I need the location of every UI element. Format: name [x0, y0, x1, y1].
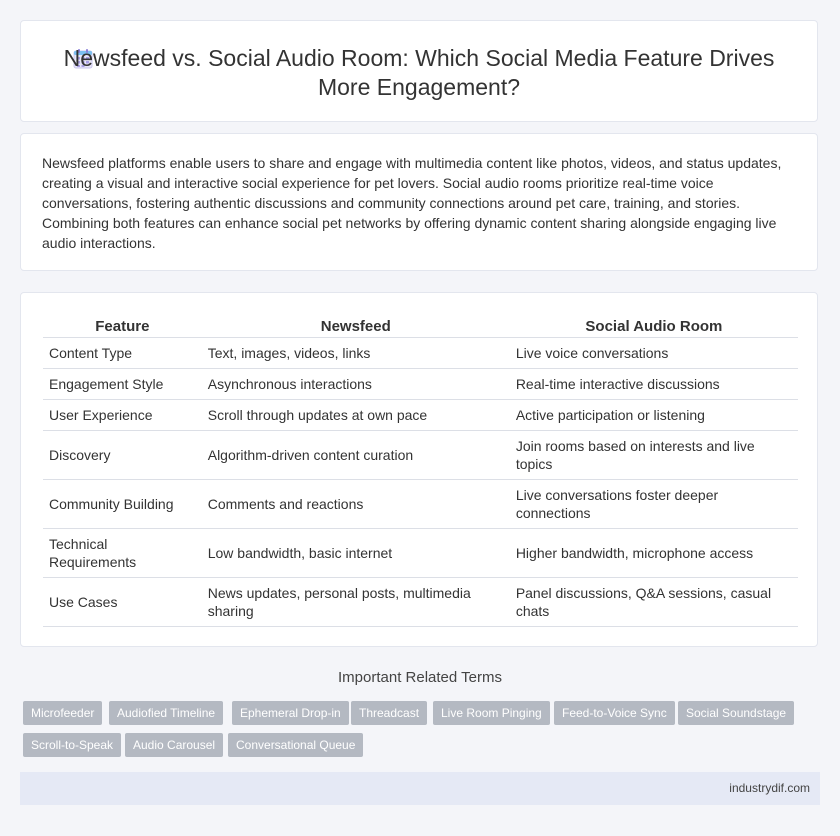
related-terms-heading: Important Related Terms — [338, 669, 502, 686]
header-social-audio-room: Social Audio Room — [510, 315, 798, 338]
audio-room-cell: Panel discussions, Q&A sessions, casual chats — [510, 578, 798, 627]
footer — [20, 772, 820, 805]
related-term-tag[interactable]: Audio Carousel — [125, 733, 223, 757]
feature-cell: Community Building — [43, 480, 202, 529]
feature-cell: Content Type — [43, 338, 202, 369]
table-row — [43, 578, 798, 627]
audio-room-cell: Real-time interactive discussions — [510, 369, 798, 400]
feature-cell: User Experience — [43, 400, 202, 431]
related-term-tag[interactable]: Microfeeder — [23, 701, 102, 725]
table-row — [43, 480, 798, 529]
related-term-tag[interactable]: Feed-to-Voice Sync — [554, 701, 675, 725]
audio-room-cell: Live voice conversations — [510, 338, 798, 369]
newsfeed-cell: Comments and reactions — [202, 480, 510, 529]
table-row — [43, 338, 798, 369]
newsfeed-cell: News updates, personal posts, multimedia sharing — [202, 578, 510, 627]
newsfeed-cell: Scroll through updates at own pace — [202, 400, 510, 431]
comparison-table — [43, 315, 798, 627]
table-row — [43, 369, 798, 400]
header-feature: Feature — [43, 315, 202, 338]
related-term-tag[interactable]: Live Room Pinging — [433, 701, 550, 725]
intro-card — [20, 133, 818, 271]
table-row — [43, 400, 798, 431]
page-title: Newsfeed vs. Social Audio Room: Which Social Media Feature Drives More Engagement? — [63, 45, 775, 100]
audio-room-cell: Live conversations foster deeper connections — [510, 480, 798, 529]
title-card — [20, 20, 818, 122]
site-name[interactable]: industrydif.com — [729, 781, 810, 795]
audio-room-cell: Active participation or listening — [510, 400, 798, 431]
table-header-row — [43, 315, 798, 338]
table-row — [43, 431, 798, 480]
intro-paragraph: Newsfeed platforms enable users to share and engage with multimedia content like photos, videos, and status updates, creating a visual and interactive social experience for pet lovers. Social audio rooms prioritize real-time voice conversations, fostering authentic discussions and community connections around pet care, training, and stories. Combining both features can enhance social pet networks by offering dynamic content sharing alongside engaging live audio interactions. — [42, 155, 782, 251]
related-term-tag[interactable]: Ephemeral Drop-in — [232, 701, 349, 725]
related-term-tag[interactable]: Conversational Queue — [228, 733, 363, 757]
audio-room-cell: Higher bandwidth, microphone access — [510, 529, 798, 578]
comparison-card — [20, 292, 818, 647]
feature-cell: Discovery — [43, 431, 202, 480]
related-term-tag[interactable]: Scroll-to-Speak — [23, 733, 121, 757]
newsfeed-cell: Low bandwidth, basic internet — [202, 529, 510, 578]
header-newsfeed: Newsfeed — [202, 315, 510, 338]
related-term-tag[interactable]: Audiofied Timeline — [109, 701, 223, 725]
feature-cell: Engagement Style — [43, 369, 202, 400]
newsfeed-cell: Asynchronous interactions — [202, 369, 510, 400]
newsfeed-cell: Algorithm-driven content curation — [202, 431, 510, 480]
feature-cell: Use Cases — [43, 578, 202, 627]
newsfeed-cell: Text, images, videos, links — [202, 338, 510, 369]
audio-room-cell: Join rooms based on interests and live topics — [510, 431, 798, 480]
related-term-tag[interactable]: Social Soundstage — [678, 701, 794, 725]
table-row — [43, 529, 798, 578]
feature-cell: Technical Requirements — [43, 529, 202, 578]
related-term-tag[interactable]: Threadcast — [351, 701, 427, 725]
